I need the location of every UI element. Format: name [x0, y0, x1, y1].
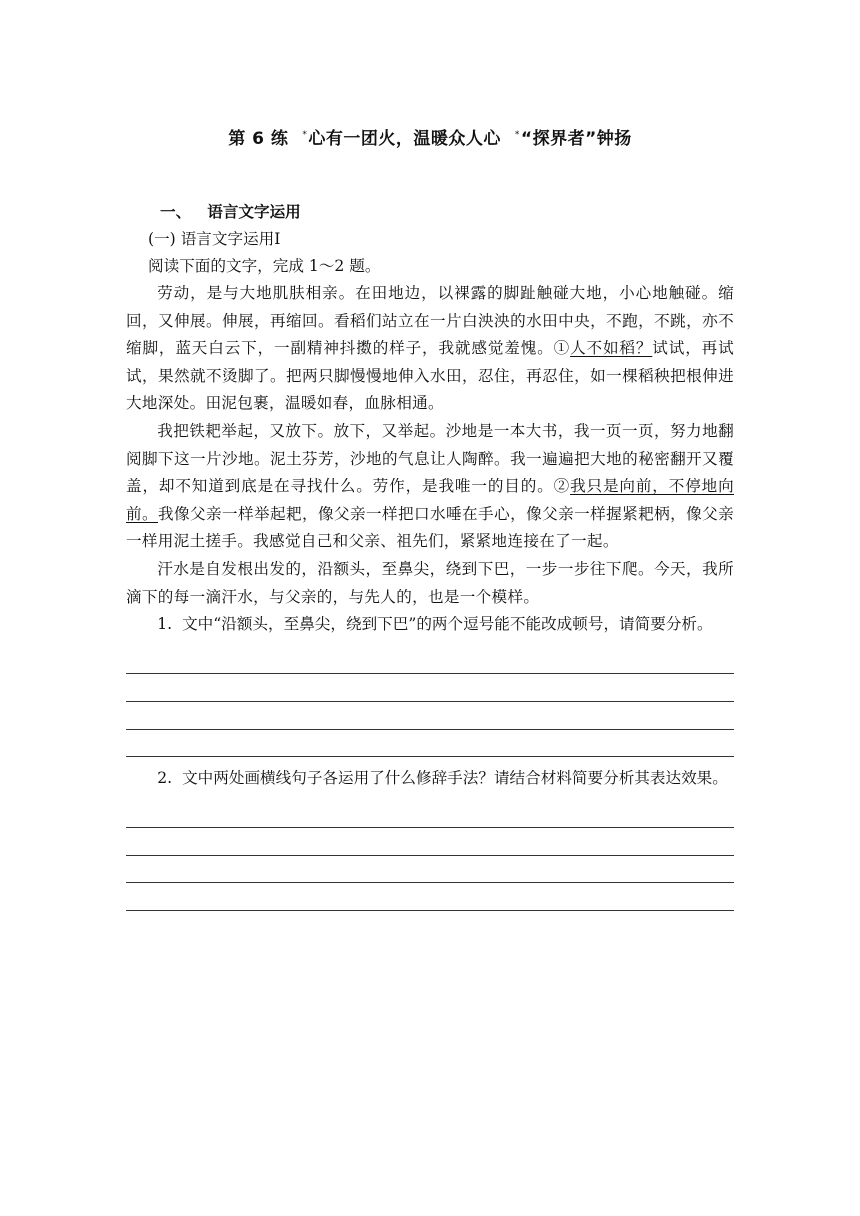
title-part-2: “探界者”钟扬: [520, 129, 632, 149]
answer-line[interactable]: [126, 702, 734, 730]
passage-paragraph-3: 汗水是自发根出发的，沿额头，至鼻尖，绕到下巴，一步一步往下爬。今天，我所滴下的每一滴汗水，与父亲的，与先人的，也是一个模样。: [126, 559, 734, 606]
section-heading: [126, 199, 734, 226]
p1-text-b: 试试，再试试，果然就不烫脚了。把两只脚慢慢地伸入水田，忍住，再忍住，如一棵稻秧把根伸进大地深处。田泥包裹，温暖如春，血脉相通。: [126, 339, 734, 413]
sub-heading: (一) 语言文字运用Ⅰ: [148, 230, 281, 248]
title-mark-2: *: [514, 130, 520, 140]
passage-paragraph-1: [126, 280, 734, 418]
answer-line[interactable]: [126, 856, 734, 884]
answer-line[interactable]: [126, 883, 734, 911]
question-1: [126, 611, 734, 639]
answer-line[interactable]: [126, 647, 734, 675]
p1-text-a: 劳动，是与大地肌肤相亲。在田地边，以裸露的脚趾触碰大地，小心地触碰。缩回，又伸展。伸展，再缩回。看稻们站立在一片白泱泱的水田中央，不跑，不跳，亦不缩脚，蓝天白云下，一副精神抖擞的样子，我就感觉羞愧。①: [126, 284, 734, 358]
answer-line[interactable]: [126, 730, 734, 758]
page-title: [0, 124, 860, 149]
answer-area-1[interactable]: [126, 647, 734, 757]
question-2-number: 2.: [157, 769, 173, 788]
section-number: 一、: [160, 203, 192, 221]
title-main: 第 6 练: [228, 129, 289, 149]
question-1-number: 1.: [157, 615, 173, 634]
title-mark-1: *: [302, 130, 308, 140]
instruction: 阅读下面的文字，完成 1～2 题。: [148, 257, 381, 275]
content: [126, 199, 734, 911]
section-title: 语言文字运用: [207, 203, 301, 221]
question-2: [126, 765, 734, 793]
answer-line[interactable]: [126, 828, 734, 856]
title-part-1: 心有一团火，温暖众人心: [308, 129, 501, 149]
p2-text-a: 我把铁耙举起，又放下。放下，又举起。沙地是一本大书，我一页一页，努力地翻阅脚下这一片沙地。泥土芬芳，沙地的气息让人陶醉。我一遍遍把大地的秘密翻开又覆盖，却不知道到底是在寻找什么。劳作，是我唯一的目的。②: [126, 421, 734, 496]
underlined-sentence-2: 我只是向前，不停地向前。: [126, 477, 734, 523]
question-2-text: 文中两处画横线句子各运用了什么修辞手法？请结合材料简要分析其表达效果。: [182, 769, 728, 788]
answer-line[interactable]: [126, 801, 734, 829]
underlined-sentence-1: 人不如稻？: [570, 339, 653, 358]
p2-text-b: 我像父亲一样举起耙，像父亲一样把口水唾在手心，像父亲一样握紧耙柄，像父亲一样用泥土搓手。我感觉自己和父亲、祖先们，紧紧地连接在了一起。: [126, 504, 734, 551]
passage-paragraph-2: [126, 418, 734, 556]
answer-area-2[interactable]: [126, 801, 734, 911]
question-1-text: 文中“沿额头，至鼻尖，绕到下巴”的两个逗号能不能改成顿号，请简要分析。: [182, 615, 713, 634]
answer-line[interactable]: [126, 674, 734, 702]
